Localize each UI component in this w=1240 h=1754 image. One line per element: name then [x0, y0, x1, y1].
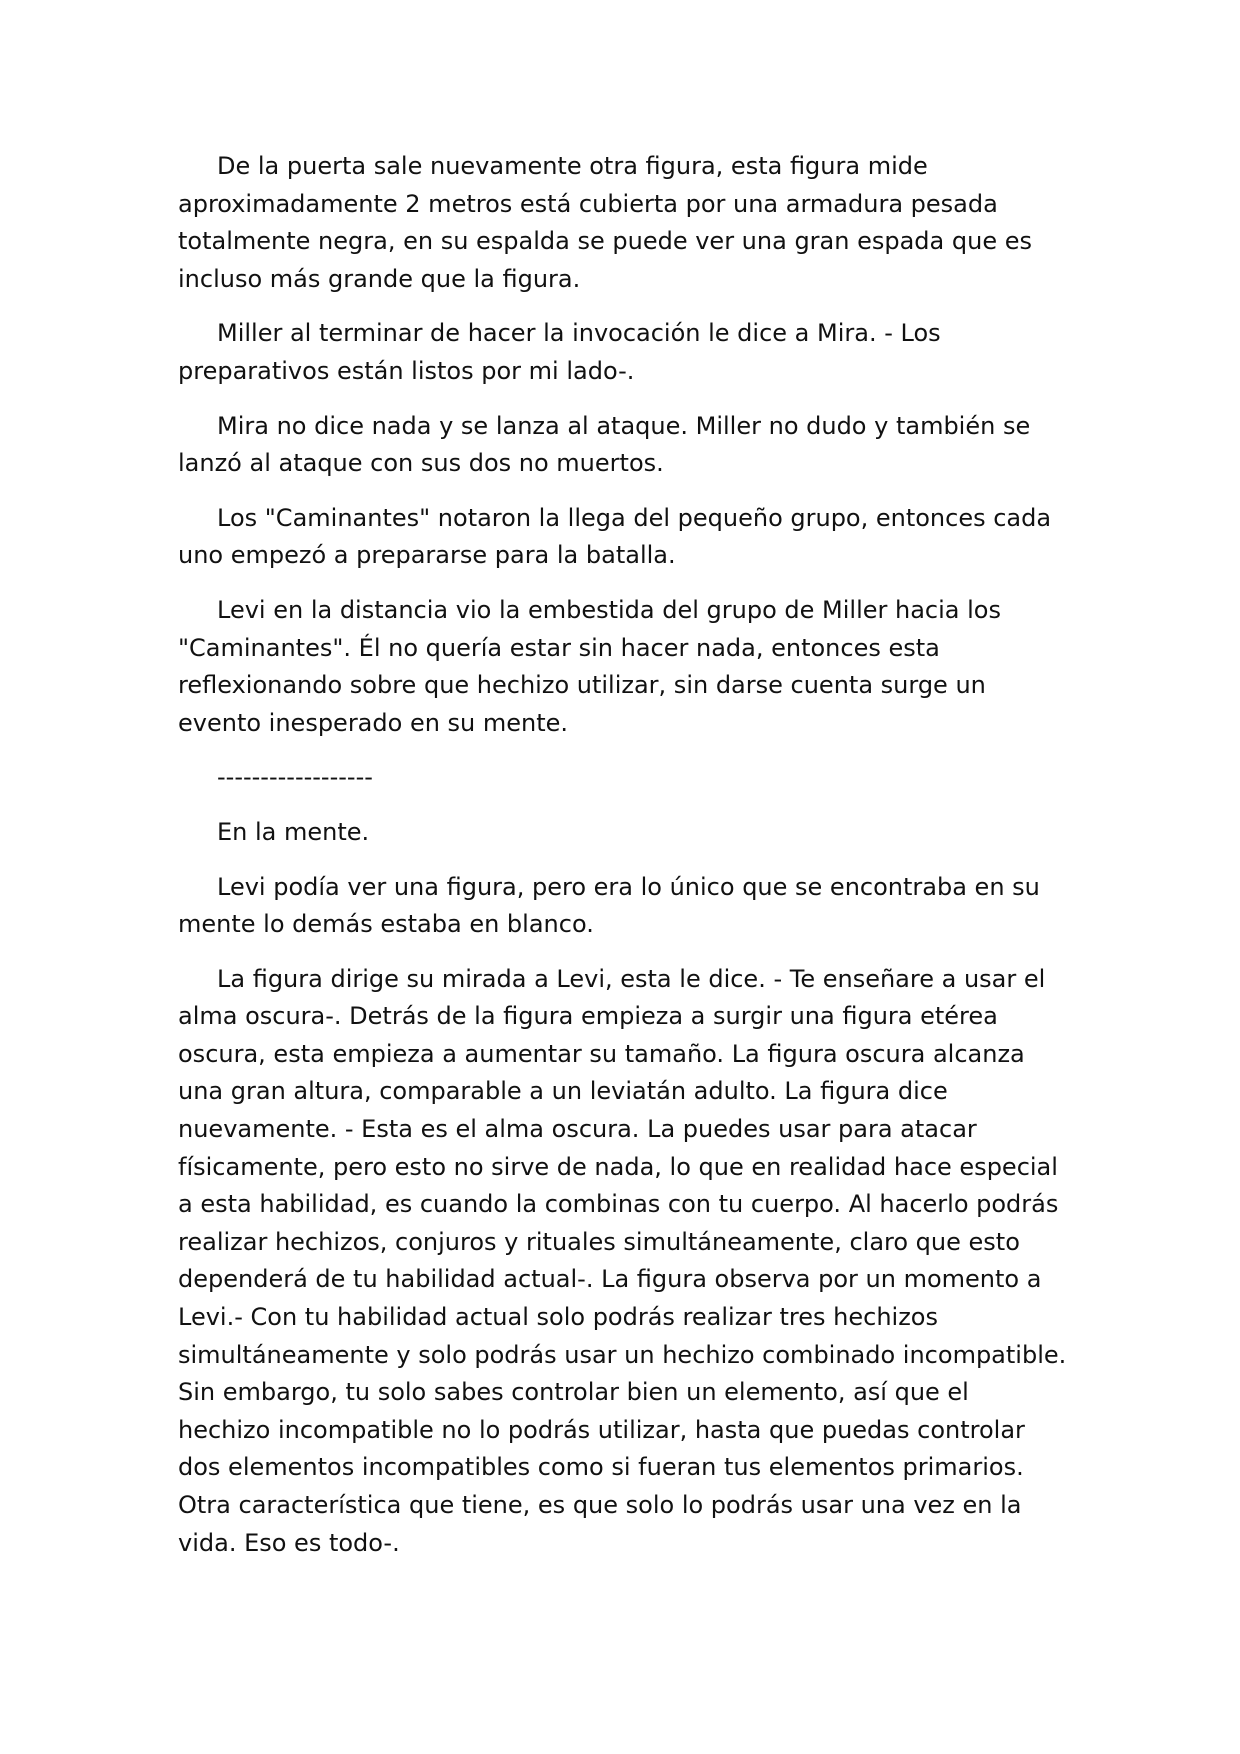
paragraph-figure-appears: De la puerta sale nuevamente otra figura, esta figura mide aproximadamente 2 metros está cubierta por una armadura pesada totalmente negra, en su espalda se puede ver una gran espada que es incluso más grande que la figura.: [178, 152, 1032, 293]
paragraph-levi-sees-figure: Levi podía ver una figura, pero era lo único que se encontraba en su mente lo demás estaba en blanco.: [178, 872, 1040, 939]
paragraph-dark-soul-explanation: La figura dirige su mirada a Levi, esta le dice. - Te enseñare a usar el alma oscura-. Detrás de la figura empieza a surgir una figura etérea oscura, esta empieza a aumentar su tamaño. La figura oscura alcanza una gran altura, comparable a un leviatán adulto. La figura dice nuevamente. - Esta es el alma oscura. La puedes usar para atacar físicamente, pero esto no sirve de nada, lo que en realidad hace especial a esta habilidad, es cuando la combinas con tu cuerpo. Al hacerlo podrás realizar hechizos, conjuros y rituales simultáneamente, claro que esto dependerá de tu habilidad actual-. La figura observa por un momento a Levi.- Con tu habilidad actual solo podrás realizar tres hechizos simultáneamente y solo podrás usar un hechizo combinado incompatible. Sin embargo, tu solo sabes controlar bien un elemento, así que el hechizo incompatible no lo podrás utilizar, hasta que puedas controlar dos elementos incompatibles como si fueran tus elementos primarios. Otra característica que tiene, es que solo lo podrás usar una vez en la vida. Eso es todo-.: [178, 964, 1067, 1557]
document-body: [178, 148, 1068, 1579]
section-heading-mind: En la mente.: [217, 817, 370, 846]
paragraph-levi-reflects: Levi en la distancia vio la embestida del grupo de Miller hacia los "Caminantes". Él no quería estar sin hacer nada, entonces esta reflexionando sobre que hechizo utilizar, sin darse cuenta surge un evento inesperado en su mente.: [178, 595, 1001, 737]
paragraph-mira-attack: Mira no dice nada y se lanza al ataque. Miller no dudo y también se lanzó al ataque con sus dos no muertos.: [178, 411, 1031, 478]
paragraph-miller-invocation: Miller al terminar de hacer la invocación le dice a Mira. - Los preparativos están listos por mi lado-.: [178, 319, 941, 385]
section-divider: ------------------: [217, 763, 373, 792]
paragraph-caminantes-prepare: Los "Caminantes" notaron la llega del pequeño grupo, entonces cada uno empezó a prepararse para la batalla.: [178, 503, 1052, 570]
